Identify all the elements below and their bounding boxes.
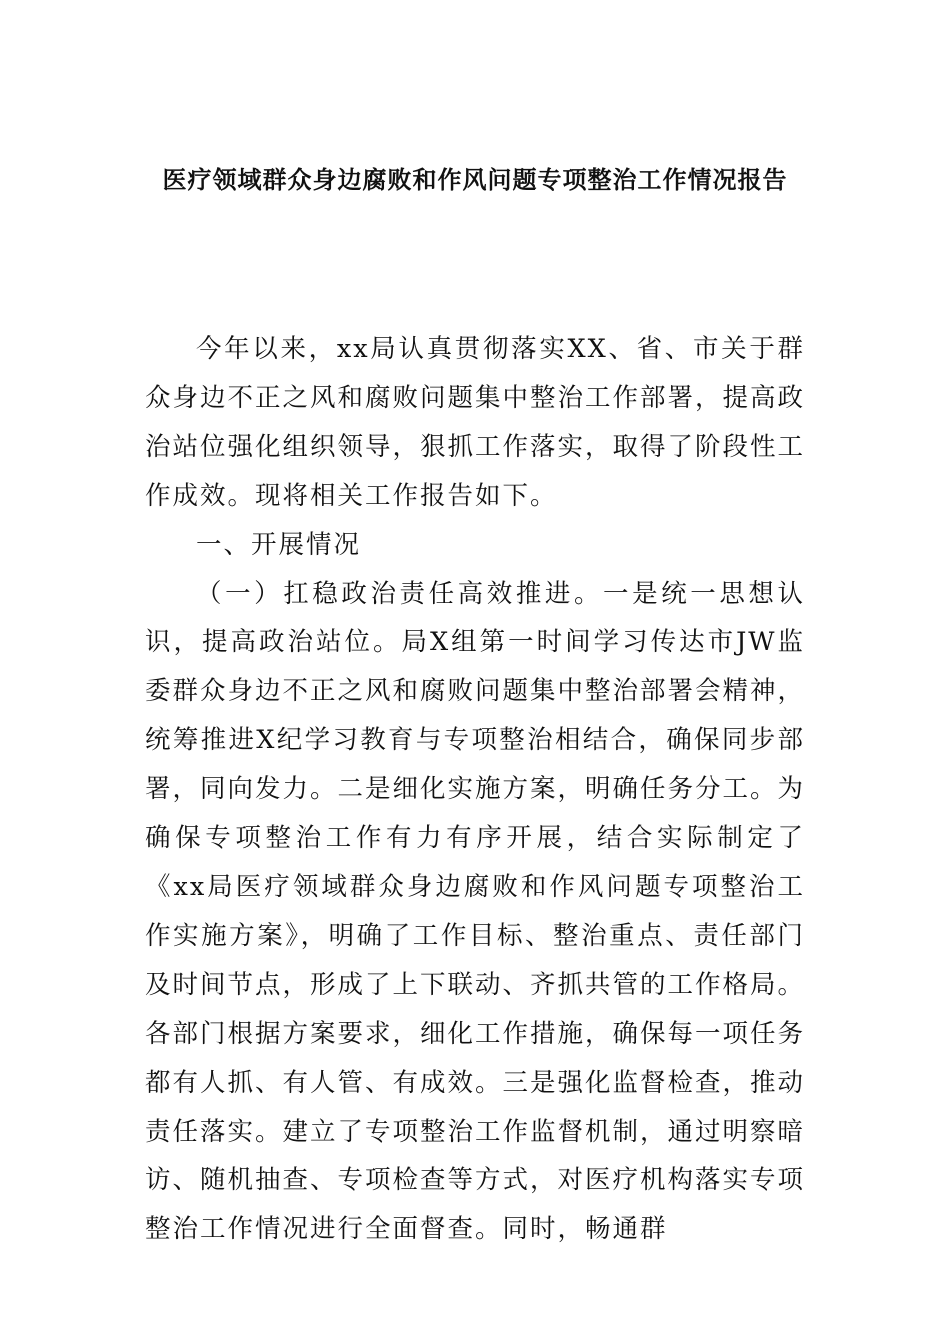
intro-paragraph: 今年以来，xx局认真贯彻落实XX、省、市关于群众身边不正之风和腐败问题集中整治工作部署，提高政治站位强化组织领导，狠抓工作落实，取得了阶段性工作成效。现将相关工作报告如下。 xyxy=(145,334,806,511)
section-paragraph: （一）扛稳政治责任高效推进。一是统一思想认识，提高政治站位。局X组第一时间学习传达市JW监委群众身边不正之风和腐败问题集中整治部署会精神，统筹推进X纪学习教育与专项整治相结合，确保同步部署，同向发力。二是细化实施方案，明确任务分工。为确保专项整治工作有力有序开展，结合实际制定了《xx局医疗领域群众身边腐败和作风问题专项整治工作实施方案》，明确了工作目标、整治重点、责任部门及时间节点，形成了上下联动、齐抓共管的工作格局。各部门根据方案要求，细化工作措施，确保每一项任务都有人抓、有人管、有成效。三是强化监督检查，推动责任落实。建立了专项整治工作监督机制，通过明察暗访、随机抽查、专项检查等方式，对医疗机构落实专项整治工作情况进行全面督查。同时，畅通群 xyxy=(145,578,806,1245)
section-heading: 一、开展情况 xyxy=(196,529,362,560)
document-body xyxy=(145,325,805,1254)
document-title: 医疗领域群众身边腐败和作风问题专项整治工作情况报告 xyxy=(162,165,788,194)
